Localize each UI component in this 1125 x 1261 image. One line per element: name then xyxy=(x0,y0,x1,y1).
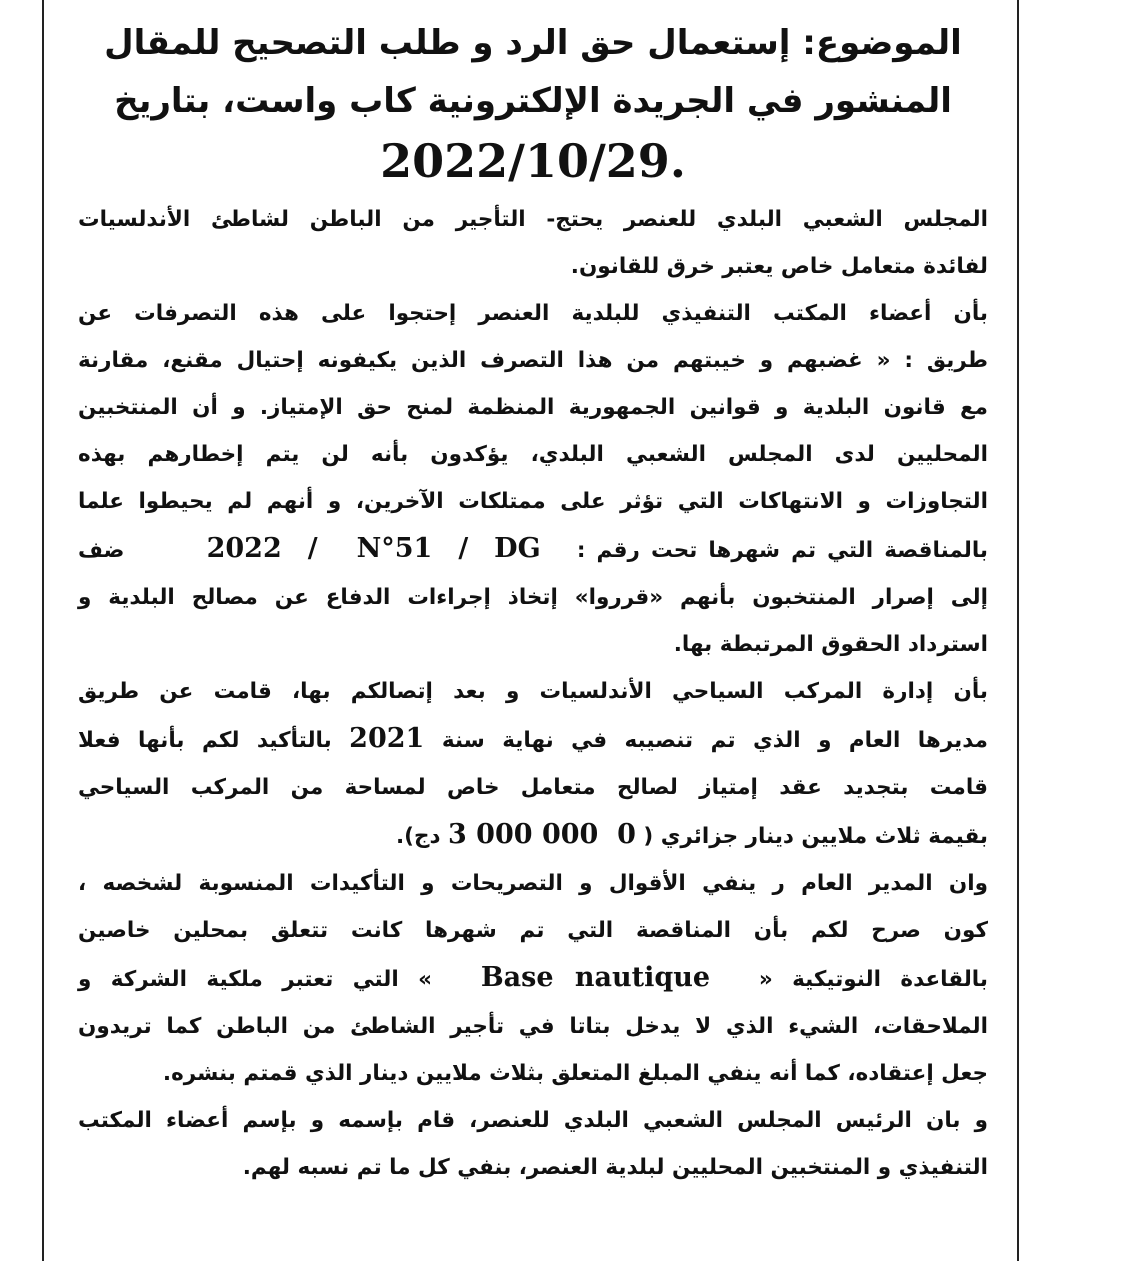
paragraph-3-line-4 xyxy=(78,811,988,860)
paragraph-4-line-3-start: بالقاعدة النوتيكية « xyxy=(758,967,988,992)
base-nautique-label: Base nautique xyxy=(480,962,711,993)
year-value: 2021 xyxy=(349,723,425,754)
paragraph-4-line-4: الملاحقات، الشيء الذي لا يدخل بتاتا في تأجير الشاطئ من الباطن كما تريدون xyxy=(78,1014,988,1039)
tender-prefix: بالمناقصة التي تم شهرها تحت رقم : xyxy=(576,538,988,563)
title-line-1: الموضوع: إستعمال حق الرد و طلب التصحيح للمقال xyxy=(104,23,962,63)
paragraph-3-line-1: بأن إدارة المركب السياحي الأندلسيات و بعد إتصالكم بها، قامت عن طريق xyxy=(78,679,988,704)
paragraph-4-line-2: كون صرح لكم بأن المناقصة التي تم شهرها كانت تتعلق بمحلين خاصين xyxy=(78,918,988,943)
paragraph-5-line-1: و بان الرئيس المجلس الشعبي البلدي للعنصر، قام بإسمه و بإسم أعضاء المكتب xyxy=(78,1108,988,1133)
paragraph-4-line-3 xyxy=(78,954,988,1003)
paragraph-2-line-1: بأن أعضاء المكتب التنفيذي للبلدية العنصر إحتجوا على هذه التصرفات عن xyxy=(78,301,988,326)
paragraph-4 xyxy=(78,860,988,1097)
tender-number: 2022 / N°51 / DG xyxy=(206,533,541,564)
paragraph-2-line-7: إلى إصرار المنتخبون بأنهم «قرروا» إتخاذ إجراءات الدفاع عن مصالح البلدية و xyxy=(78,585,988,610)
paragraph-3-line-4-end: دج). xyxy=(395,824,441,849)
paragraph-3-line-3: قامت بتجديد عقد إمتياز لصالح متعامل خاص لمساحة من المركب السياحي xyxy=(78,775,988,800)
page-border-right xyxy=(1017,0,1019,1261)
paragraph-2-line-2: طريق : « غضبهم و خيبتهم من هذا التصرف الذين يكيفونه إحتيال مقنع، مقارنة xyxy=(78,348,988,373)
paragraph-3-line-2-start: مديرها العام و الذي تم تنصيبه في نهاية سنة xyxy=(441,728,988,753)
paragraph-3-line-2 xyxy=(78,715,988,764)
paragraph-3-line-4-start: بقيمة ثلاث ملايين دينار جزائري ( xyxy=(643,824,988,849)
paragraph-4-line-1: وان المدير العام ر ينفي الأقوال و التصريحات و التأكيدات المنسوبة لشخصه ، xyxy=(78,871,988,896)
paragraph-3 xyxy=(78,668,988,860)
paragraph-2-line-3: مع قانون البلدية و قوانين الجمهورية المنظمة لمنح حق الإمتياز. و أن المنتخبين xyxy=(78,395,988,420)
paragraph-1-line-2: لفائدة متعامل خاص يعتبر خرق للقانون. xyxy=(570,254,988,279)
paragraph-5-line-2: التنفيذي و المنتخبين المحليين لبلدية العنصر، بنفي كل ما تم نسبه لهم. xyxy=(242,1155,988,1180)
paragraph-2-line-5: التجاوزات و الانتهاكات التي تؤثر على ممتلكات الآخرين، و أنهم لم يحيطوا علما xyxy=(78,489,988,514)
paragraph-4-line-3-end: » التي تعتبر ملكية الشركة و xyxy=(78,967,433,992)
letter-document xyxy=(78,14,988,1191)
paragraph-1 xyxy=(78,196,988,290)
paragraph-2-tender-line xyxy=(78,525,988,574)
title-line-2: المنشور في الجريدة الإلكترونية كاب واست، بتاريخ xyxy=(114,81,952,121)
subject-title xyxy=(78,14,988,192)
paragraph-3-line-2-end: بالتأكيد لكم بأنها فعلا xyxy=(78,728,332,753)
paragraph-1-line-1: المجلس الشعبي البلدي للعنصر يحتج- التأجير من الباطن لشاطئ الأندلسيات xyxy=(78,207,988,232)
paragraph-2-line-4: المحليين لدى المجلس الشعبي البلدي، يؤكدون بأنه لن يتم إخطارهم بهذه xyxy=(78,442,988,467)
title-date: 2022/10/29. xyxy=(380,134,686,188)
paragraph-2-line-8: استرداد الحقوق المرتبطة بها. xyxy=(673,632,988,657)
page-border-left xyxy=(42,0,44,1261)
paragraph-5 xyxy=(78,1097,988,1191)
amount-value: 3 000 000 0 xyxy=(448,819,636,850)
paragraph-2 xyxy=(78,290,988,668)
paragraph-4-line-5: جعل إعتقاده، كما أنه ينفي المبلغ المتعلق بثلاث ملايين دينار الذي قمتم بنشره. xyxy=(162,1061,988,1086)
tender-suffix: ضف xyxy=(78,538,125,563)
